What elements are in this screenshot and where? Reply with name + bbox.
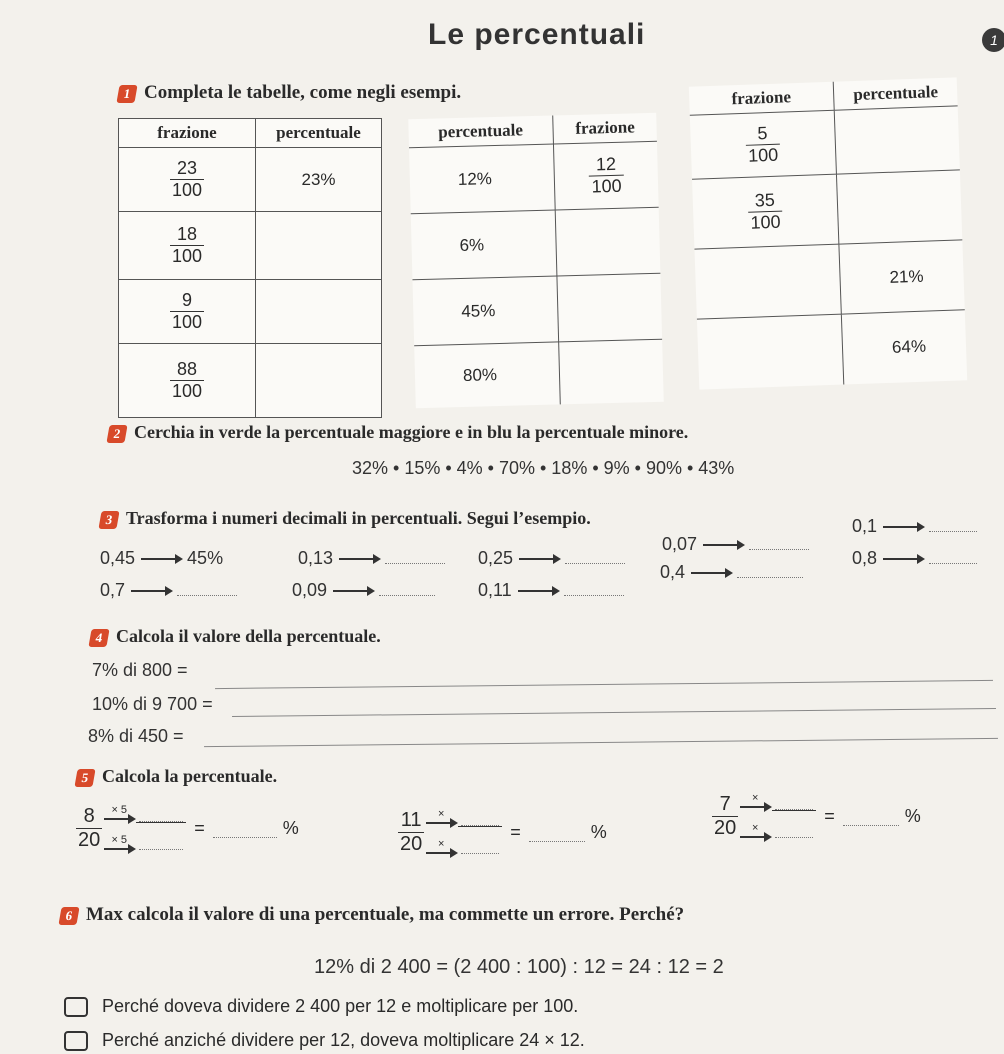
ex3-item[interactable]: 0,8	[852, 548, 977, 569]
ex1-heading	[118, 82, 461, 104]
percent-cell: 45%	[412, 276, 558, 346]
arrow-icon	[518, 590, 558, 592]
percent-cell: 6%	[411, 210, 557, 280]
table-row	[409, 141, 659, 213]
ex3-number: 3	[98, 511, 119, 529]
ex4-number: 4	[88, 629, 109, 647]
fraction-answer-cell[interactable]	[555, 207, 660, 276]
arrow-icon	[104, 848, 134, 850]
ex3-item[interactable]: 0,1	[852, 516, 977, 537]
table-row	[414, 339, 664, 407]
arrow-icon	[883, 558, 923, 560]
checkbox[interactable]	[64, 997, 88, 1017]
ex5-heading	[76, 766, 277, 787]
answer-blank[interactable]	[213, 819, 277, 838]
table1-header-percentuale: percentuale	[256, 119, 382, 148]
ex3-example: 0,45 45%	[100, 548, 224, 568]
table1-header-frazione: frazione	[119, 119, 256, 148]
table3-header-percentuale: percentuale	[833, 77, 957, 110]
ex3-item[interactable]: 0,4	[660, 562, 803, 583]
ex6-instruction: Max calcola il valore di una percentuale, ma commette un errore. Perché?	[86, 904, 685, 925]
ex5-item: $\frac{11}{20}$ × × = %	[400, 808, 607, 855]
ex4-item: 8% di 450 =	[88, 726, 184, 746]
fraction-answer-cell[interactable]	[697, 314, 844, 389]
table-row	[697, 310, 967, 389]
fraction-answer-cell[interactable]	[694, 244, 841, 319]
fraction: $\frac{12}{100}$	[589, 154, 624, 197]
arrow-icon	[426, 822, 456, 824]
arrow-icon	[740, 806, 770, 808]
ex3-item[interactable]: 0,11	[478, 580, 624, 601]
ex4-item: 7% di 800 =	[92, 660, 188, 680]
answer-blank[interactable]	[529, 823, 585, 842]
page-number: 1	[982, 28, 1004, 52]
arrow-icon	[703, 544, 743, 546]
arrow-icon	[426, 852, 456, 854]
table3-header-frazione: frazione	[689, 82, 834, 116]
ex3-heading	[100, 508, 591, 529]
table-row	[119, 280, 382, 344]
arrow-icon	[740, 836, 770, 838]
arrow-icon	[691, 572, 731, 574]
answer-fraction[interactable]	[136, 807, 186, 850]
table-row	[412, 273, 662, 345]
ex5-item: $\frac{7}{20}$ × × = %	[714, 792, 921, 839]
table-row	[692, 170, 962, 249]
table-row	[119, 148, 382, 212]
ex3-item[interactable]: 0,13	[298, 548, 445, 569]
ex4-item: 10% di 9 700 =	[92, 694, 213, 714]
fraction: $\frac{18}{100}$	[171, 224, 203, 266]
arrow-icon	[519, 558, 559, 560]
ex1-table-2	[408, 113, 663, 408]
ex5-number: 5	[74, 769, 95, 787]
percent-cell: 23%	[256, 148, 382, 212]
percent-cell: 64%	[841, 310, 967, 384]
percent-answer-cell[interactable]	[834, 106, 960, 174]
ex1-table-3	[689, 77, 967, 389]
ex2-instruction: Cerchia in verde la percentuale maggiore e in blu la percentuale minore.	[134, 422, 689, 442]
page-title: Le percentuali	[428, 18, 646, 51]
arrow-icon	[333, 590, 373, 592]
arrow-icon	[131, 590, 171, 592]
ex6-option[interactable]: Perché doveva dividere 2 400 per 12 e moltiplicare per 100.	[64, 996, 578, 1017]
fraction: $\frac{11}{20}$	[400, 808, 423, 855]
arrow-icon	[339, 558, 379, 560]
fraction-answer-cell[interactable]	[557, 273, 662, 342]
ex1-number: 1	[116, 85, 137, 103]
percent-cell: 80%	[414, 342, 560, 408]
percent-answer-cell[interactable]	[256, 212, 382, 280]
table-row	[119, 212, 382, 280]
answer-fraction[interactable]	[772, 795, 816, 838]
answer-line[interactable]	[204, 738, 998, 747]
fraction: $\frac{88}{100}$	[171, 359, 203, 401]
arrow-icon	[104, 818, 134, 820]
ex2-heading	[108, 422, 688, 443]
answer-fraction[interactable]	[458, 811, 502, 854]
fraction: $\frac{8}{20}$	[78, 804, 101, 851]
table2-header-frazione: frazione	[553, 113, 657, 144]
ex5-item: $\frac{8}{20}$ × 5 × 5 = %	[78, 804, 299, 851]
fraction: $\frac{5}{100}$	[745, 123, 781, 167]
answer-blank[interactable]	[843, 807, 899, 826]
ex6-option[interactable]: Perché anziché dividere per 12, doveva moltiplicare 24 × 12.	[64, 1030, 585, 1051]
ex3-item[interactable]: 0,7	[100, 580, 237, 601]
ex5-instruction: Calcola la percentuale.	[102, 766, 278, 786]
percent-cell: 12%	[409, 144, 555, 214]
fraction-answer-cell[interactable]	[559, 339, 664, 404]
percent-cell: 21%	[839, 240, 965, 314]
fraction: $\frac{23}{100}$	[171, 158, 203, 200]
checkbox[interactable]	[64, 1031, 88, 1051]
table-row	[694, 240, 964, 319]
answer-line[interactable]	[232, 708, 996, 717]
ex4-instruction: Calcola il valore della percentuale.	[116, 626, 381, 646]
table-row	[119, 344, 382, 418]
ex2-values[interactable]: 32% • 15% • 4% • 70% • 18% • 9% • 90% • 43%	[352, 458, 735, 478]
table2-header-percentuale: percentuale	[408, 116, 553, 148]
percent-answer-cell[interactable]	[256, 344, 382, 418]
ex4-heading	[90, 626, 381, 647]
fraction: $\frac{7}{20}$	[714, 792, 737, 839]
percent-answer-cell[interactable]	[836, 170, 962, 244]
ex1-table-1	[118, 118, 382, 418]
ex6-heading	[60, 904, 684, 926]
fraction: $\frac{35}{100}$	[747, 190, 783, 234]
ex3-item[interactable]: 0,25	[478, 548, 625, 569]
fraction: $\frac{9}{100}$	[171, 290, 203, 332]
table-row	[411, 207, 661, 279]
arrow-icon	[141, 558, 181, 560]
ex3-item[interactable]: 0,09	[292, 580, 435, 601]
ex6-number: 6	[58, 907, 79, 925]
ex3-instruction: Trasforma i numeri decimali in percentuali. Segui l’esempio.	[126, 508, 591, 528]
ex3-item[interactable]: 0,07	[662, 534, 809, 555]
ex1-instruction: Completa le tabelle, come negli esempi.	[144, 82, 462, 103]
percent-answer-cell[interactable]	[256, 280, 382, 344]
arrow-icon	[883, 526, 923, 528]
answer-line[interactable]	[215, 680, 993, 689]
table-row	[690, 106, 960, 179]
ex6-equation: 12% di 2 400 = (2 400 : 100) : 12 = 24 : 12 = 2	[314, 956, 724, 978]
ex2-number: 2	[106, 425, 127, 443]
